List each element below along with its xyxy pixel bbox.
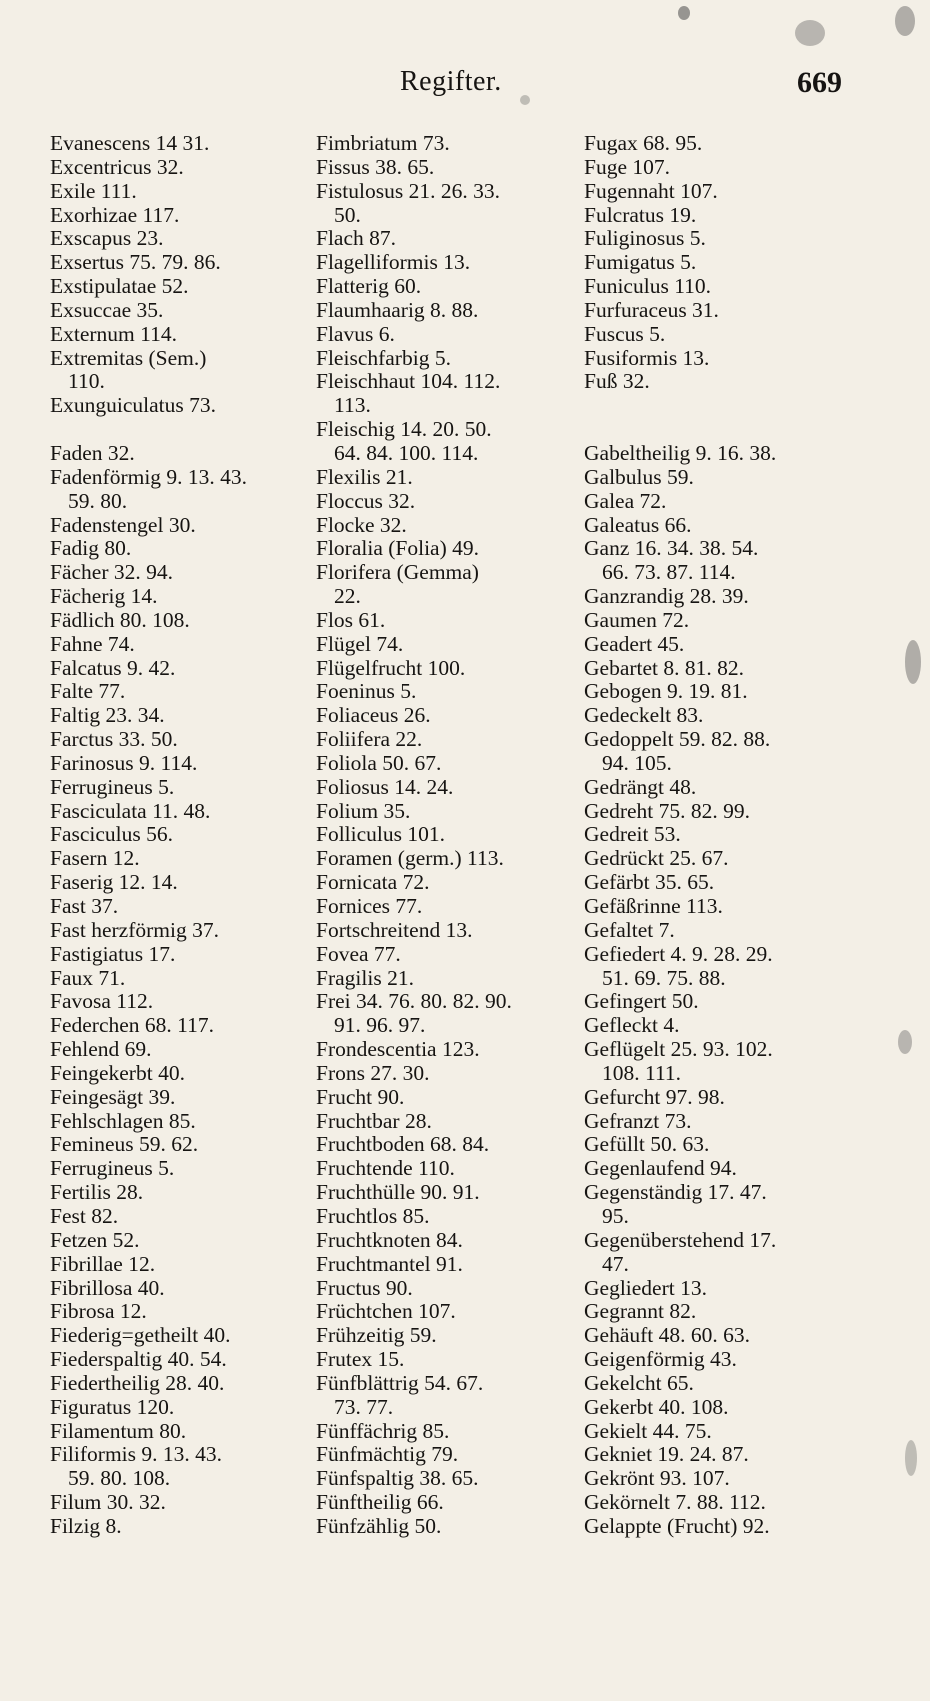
index-entry: Ganz 16. 34. 38. 54.: [584, 536, 759, 561]
index-entry: Gegliedert 13.: [584, 1275, 707, 1300]
index-entry: Fornices 77.: [316, 894, 423, 918]
index-entry: Fruchtlos 85.: [316, 1203, 430, 1228]
index-entry: Gefäßrinne 113.: [584, 894, 723, 918]
index-entry: Fleischig 14. 20. 50.: [316, 417, 492, 442]
index-entry: Foliosus 14. 24.: [316, 774, 454, 799]
index-entry: Gekielt 44. 75.: [584, 1418, 712, 1443]
index-entry: Farctus 33. 50.: [50, 727, 178, 752]
index-entry: Gefleckt 4.: [584, 1013, 680, 1038]
index-entry: Foliola 50. 67.: [316, 750, 442, 775]
index-entry: Frondescentia 123.: [316, 1037, 480, 1062]
index-entry: Fehlend 69.: [50, 1037, 152, 1062]
index-entry: Foliifera 22.: [316, 727, 423, 752]
index-entry: Floccus 32.: [316, 488, 416, 513]
index-entry: Fiedertheilig 28. 40.: [50, 1370, 225, 1395]
ink-speck: [895, 6, 915, 36]
index-entry: Flaumhaarig 8. 88.: [316, 297, 479, 322]
index-entry: 22.: [334, 584, 361, 609]
index-entry: Fragilis 21.: [316, 965, 414, 990]
index-entry: Foramen (germ.) 113.: [316, 846, 504, 871]
blank-line: [50, 418, 247, 442]
index-entry: Filamentum 80.: [50, 1418, 187, 1443]
index-entry: Fiederspaltig 40. 54.: [50, 1347, 227, 1372]
index-entry: Fibrosa 12.: [50, 1299, 147, 1324]
index-entry: Exstipulatae 52.: [50, 274, 189, 299]
index-entry: Gedoppelt 59. 82. 88.: [584, 727, 771, 752]
index-entry: Fädlich 80. 108.: [50, 607, 190, 632]
index-entry: Fibrillosa 40.: [50, 1275, 165, 1300]
index-entry: Fächer 32. 94.: [50, 560, 173, 585]
index-entry: Flexilis 21.: [316, 464, 413, 489]
index-entry: Fast 37.: [50, 894, 119, 918]
index-entry: Geflügelt 25. 93. 102.: [584, 1037, 773, 1062]
index-entry: Fast herzförmig 37.: [50, 917, 219, 942]
ink-speck: [520, 95, 530, 105]
index-entry: Fasern 12.: [50, 846, 140, 871]
index-entry: Fruchtboden 68. 84.: [316, 1132, 490, 1157]
index-entry: Gefranzt 73.: [584, 1108, 692, 1133]
index-entry: Faden 32.: [50, 440, 135, 465]
index-entry: Ganzrandig 28. 39.: [584, 584, 749, 609]
index-entry: Gebartet 8. 81. 82.: [584, 655, 745, 680]
index-entry: Fugax 68. 95.: [584, 131, 703, 155]
index-entry: Fadig 80.: [50, 536, 132, 561]
index-entry: Faserig 12. 14.: [50, 870, 178, 895]
index-entry: Funiculus 110.: [584, 274, 712, 299]
index-entry: Fasciculata 11. 48.: [50, 798, 211, 823]
index-entry: 59. 80. 108.: [68, 1466, 171, 1491]
index-entry: Früchtchen 107.: [316, 1299, 456, 1324]
index-entry: Gefiedert 4. 9. 28. 29.: [584, 941, 773, 966]
index-entry: Frutex 15.: [316, 1347, 405, 1372]
index-entry: Gefüllt 50. 63.: [584, 1132, 710, 1157]
blank-line: [584, 394, 776, 418]
index-entry: Flocke 32.: [316, 512, 407, 537]
page-header: [0, 66, 930, 106]
index-entry: Ferrugineus 5.: [50, 1156, 175, 1181]
index-entry: Fadenstengel 30.: [50, 512, 196, 537]
index-entry: Fuß 32.: [584, 369, 650, 394]
index-entry: Farinosus 9. 114.: [50, 750, 198, 775]
index-entry: Fadenförmig 9. 13. 43.: [50, 464, 248, 489]
index-entry: Fistulosus 21. 26. 33.: [316, 178, 500, 203]
index-entry: 108. 111.: [602, 1060, 682, 1085]
index-entry: Fissus 38. 65.: [316, 154, 435, 179]
index-entry: Frühzeitig 59.: [316, 1323, 437, 1348]
index-entry: Fovea 77.: [316, 941, 401, 966]
index-entry: Fructus 90.: [316, 1275, 413, 1300]
index-entry: Fruchtmantel 91.: [316, 1251, 463, 1276]
index-entry: Figuratus 120.: [50, 1394, 175, 1419]
index-entry: Fünftheilig 66.: [316, 1490, 444, 1515]
index-entry: Feingekerbt 40.: [50, 1060, 185, 1085]
index-entry: Filzig 8.: [50, 1513, 122, 1538]
index-entry: Gekniet 19. 24. 87.: [584, 1442, 749, 1467]
index-entry: Florifera (Gemma): [316, 560, 479, 585]
blank-line: [584, 418, 776, 442]
index-entry: Falte 77.: [50, 679, 126, 704]
index-entry: Fuge 107.: [584, 154, 670, 179]
index-entry: Fahne 74.: [50, 631, 135, 656]
index-entry: 110.: [68, 369, 105, 394]
index-entry: Gekelcht 65.: [584, 1370, 694, 1395]
running-head: Regifter.: [400, 66, 502, 97]
index-entry: 47.: [602, 1251, 629, 1276]
index-entry: Fehlschlagen 85.: [50, 1108, 196, 1133]
index-entry: Gedreit 53.: [584, 822, 681, 847]
index-entry: Fünffächrig 85.: [316, 1418, 450, 1443]
index-entry: Frons 27. 30.: [316, 1060, 430, 1085]
index-entry: Externum 114.: [50, 321, 177, 346]
index-entry: Gekörnelt 7. 88. 112.: [584, 1490, 766, 1515]
index-entry: Geadert 45.: [584, 631, 685, 656]
index-entry: Gabeltheilig 9. 16. 38.: [584, 440, 777, 465]
index-entry: Gefärbt 35. 65.: [584, 870, 715, 895]
index-entry: Falcatus 9. 42.: [50, 655, 176, 680]
index-entry: Gedrängt 48.: [584, 774, 697, 799]
index-entry: Gefurcht 97. 98.: [584, 1084, 725, 1109]
ink-speck: [905, 640, 921, 684]
index-entry: Fertilis 28.: [50, 1180, 144, 1205]
index-entry: Fünfzählig 50.: [316, 1513, 442, 1538]
index-entry: Exorhizae 117.: [50, 202, 180, 227]
index-entry: Feingesägt 39.: [50, 1084, 176, 1109]
index-entry: Gaumen 72.: [584, 607, 690, 632]
index-entry: Folium 35.: [316, 798, 411, 823]
index-entry: Galeatus 66.: [584, 512, 692, 537]
index-entry: Fruchtbar 28.: [316, 1108, 432, 1133]
index-entry: Evanescens 14 31.: [50, 131, 210, 155]
index-entry: Fest 82.: [50, 1203, 119, 1228]
index-entry: Faux 71.: [50, 965, 126, 990]
index-entry: 113.: [334, 393, 371, 418]
index-entry: Ferrugineus 5.: [50, 774, 175, 799]
index-entry: Fünfspaltig 38. 65.: [316, 1466, 479, 1491]
index-entry: Gegenlaufend 94.: [584, 1156, 737, 1181]
index-entry: 59. 80.: [68, 488, 128, 513]
index-entry: 91. 96. 97.: [334, 1013, 426, 1038]
index-entry: Filum 30. 32.: [50, 1490, 166, 1515]
index-entry: Gekerbt 40. 108.: [584, 1394, 729, 1419]
index-entry: Fuliginosus 5.: [584, 226, 706, 251]
index-entry: Gelappte (Frucht) 92.: [584, 1513, 770, 1538]
index-entry: Flos 61.: [316, 607, 386, 632]
index-entry: Gegenüberstehend 17.: [584, 1227, 777, 1252]
index-entry: Exunguiculatus 73.: [50, 393, 217, 418]
index-entry: Gedeckelt 83.: [584, 703, 704, 728]
index-entry: Flügelfrucht 100.: [316, 655, 466, 680]
index-entry: Galea 72.: [584, 488, 667, 513]
index-entry: Excentricus 32.: [50, 154, 184, 179]
index-entry: Flügel 74.: [316, 631, 404, 656]
index-entry: Filiformis 9. 13. 43.: [50, 1442, 223, 1467]
ink-speck: [905, 1440, 917, 1476]
index-entry: Extremitas (Sem.): [50, 345, 207, 370]
index-entry: Gefingert 50.: [584, 989, 699, 1014]
index-entry: Gedrückt 25. 67.: [584, 846, 729, 871]
index-entry: 51. 69. 75. 88.: [602, 965, 726, 990]
index-entry: Gedreht 75. 82. 99.: [584, 798, 750, 823]
index-entry: 64. 84. 100. 114.: [334, 440, 479, 465]
index-entry: Frei 34. 76. 80. 82. 90.: [316, 989, 512, 1014]
index-entry: Flagelliformis 13.: [316, 250, 471, 275]
index-entry: Favosa 112.: [50, 989, 154, 1014]
index-entry: Frucht 90.: [316, 1084, 405, 1109]
index-entry: Foeninus 5.: [316, 679, 417, 704]
index-entry: Gefaltet 7.: [584, 917, 675, 942]
index-entry: Gegenständig 17. 47.: [584, 1180, 767, 1205]
index-entry: Flatterig 60.: [316, 274, 422, 299]
index-entry: Exsertus 75. 79. 86.: [50, 250, 221, 275]
index-entry: Fusiformis 13.: [584, 345, 710, 370]
index-entry: 50.: [334, 202, 361, 227]
index-entry: Fünfblättrig 54. 67.: [316, 1370, 484, 1395]
index-entry: Faltig 23. 34.: [50, 703, 165, 728]
index-entry: Gekrönt 93. 107.: [584, 1466, 730, 1491]
index-entry: Fulcratus 19.: [584, 202, 697, 227]
index-entry: Fiederig=getheilt 40.: [50, 1323, 231, 1348]
index-entry: Fuscus 5.: [584, 321, 666, 346]
index-entry: Fibrillae 12.: [50, 1251, 156, 1276]
index-column-3: [584, 132, 776, 1539]
index-entry: Fimbriatum 73.: [316, 131, 450, 155]
index-entry: Fleischfarbig 5.: [316, 345, 451, 370]
index-entry: Floralia (Folia) 49.: [316, 536, 480, 561]
index-entry: Flavus 6.: [316, 321, 395, 346]
index-entry: Fumigatus 5.: [584, 250, 697, 275]
index-entry: Foliaceus 26.: [316, 703, 431, 728]
index-entry: Exile 111.: [50, 178, 137, 203]
index-entry: Federchen 68. 117.: [50, 1013, 214, 1038]
index-entry: Fleischhaut 104. 112.: [316, 369, 501, 394]
index-entry: 73. 77.: [334, 1394, 394, 1419]
index-entry: Fastigiatus 17.: [50, 941, 176, 966]
ink-speck: [795, 20, 825, 46]
index-entry: Femineus 59. 62.: [50, 1132, 199, 1157]
index-entry: Galbulus 59.: [584, 464, 694, 489]
index-entry: Fornicata 72.: [316, 870, 430, 895]
index-entry: Fasciculus 56.: [50, 822, 174, 847]
index-entry: Exsuccae 35.: [50, 297, 164, 322]
index-entry: Fortschreitend 13.: [316, 917, 473, 942]
index-entry: 66. 73. 87. 114.: [602, 560, 736, 585]
index-column-1: [50, 132, 247, 1539]
index-column-2: [316, 132, 512, 1539]
index-entry: Gebogen 9. 19. 81.: [584, 679, 748, 704]
index-entry: Fünfmächtig 79.: [316, 1442, 459, 1467]
index-entry: Fächerig 14.: [50, 584, 158, 609]
page-number: 669: [797, 66, 842, 99]
index-entry: Furfuraceus 31.: [584, 297, 719, 322]
index-entry: 94. 105.: [602, 750, 672, 775]
index-entry: Exscapus 23.: [50, 226, 164, 251]
index-entry: Flach 87.: [316, 226, 397, 251]
ink-speck: [898, 1030, 912, 1054]
index-entry: Gegrannt 82.: [584, 1299, 697, 1324]
index-entry: Fugennaht 107.: [584, 178, 718, 203]
ink-speck: [678, 6, 690, 20]
index-entry: Fruchtknoten 84.: [316, 1227, 463, 1252]
index-entry: Gehäuft 48. 60. 63.: [584, 1323, 750, 1348]
index-entry: 95.: [602, 1203, 629, 1228]
index-entry: Fruchtende 110.: [316, 1156, 455, 1181]
index-entry: Fruchthülle 90. 91.: [316, 1180, 480, 1205]
index-entry: Geigenförmig 43.: [584, 1347, 737, 1372]
index-entry: Fetzen 52.: [50, 1227, 140, 1252]
index-entry: Folliculus 101.: [316, 822, 446, 847]
